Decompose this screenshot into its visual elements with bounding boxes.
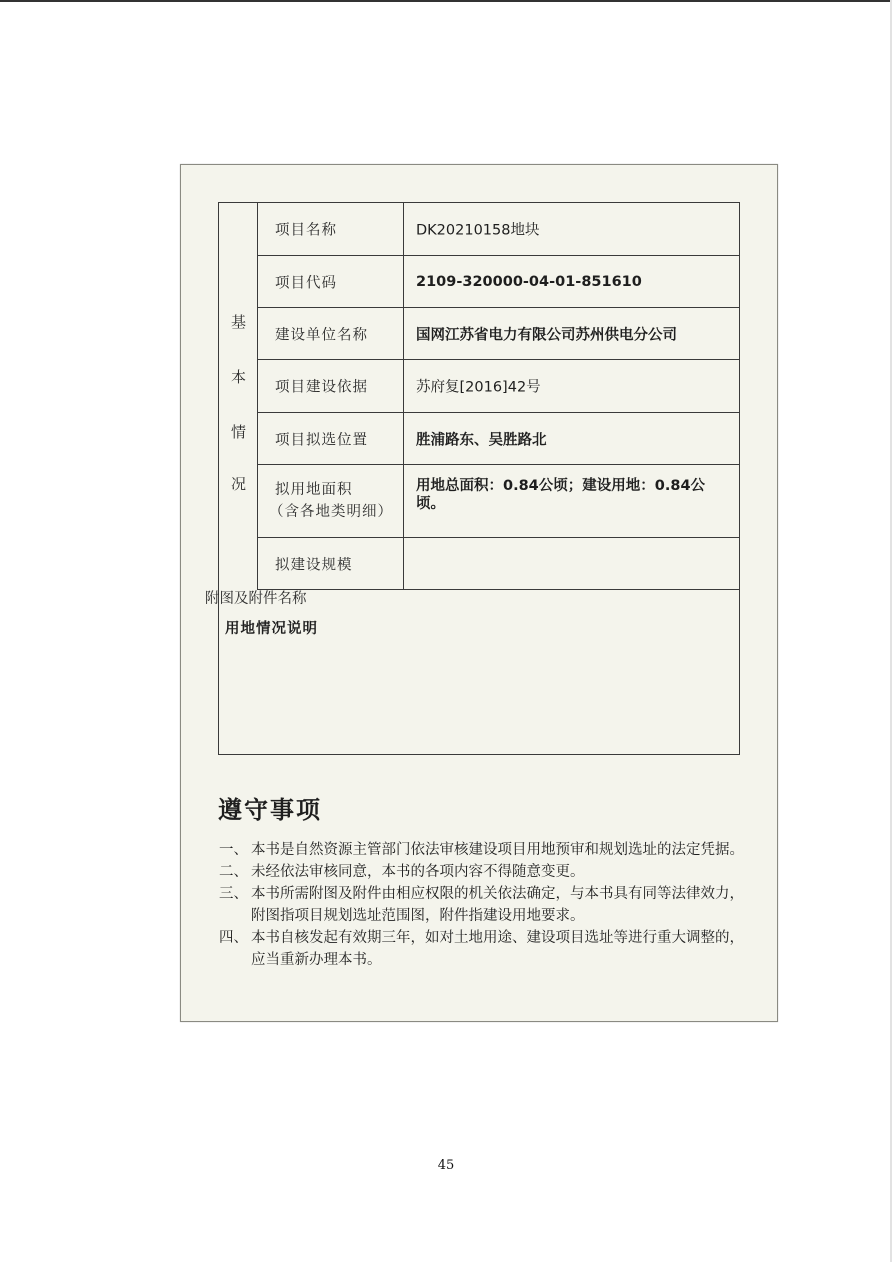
row-label: 拟建设规模 bbox=[258, 538, 404, 589]
row-value: DK20210158地块 bbox=[416, 222, 540, 239]
row-value: 苏府复[2016]42号 bbox=[416, 379, 541, 396]
notice-item bbox=[219, 839, 754, 861]
table-row bbox=[258, 465, 739, 538]
top-rule bbox=[0, 0, 892, 2]
side-char: 情 bbox=[230, 423, 246, 441]
row-value: 2109-320000-04-01-851610 bbox=[416, 273, 642, 290]
row-value: 胜浦路东、吴胜路北 bbox=[416, 432, 547, 448]
row-label-line: 拟用地面积 bbox=[275, 482, 353, 498]
table-row bbox=[258, 256, 739, 308]
basic-info-side-label bbox=[219, 203, 258, 590]
row-label-line: （含各地类明细） bbox=[269, 504, 393, 520]
notice-item bbox=[219, 927, 754, 971]
notice-item bbox=[219, 883, 754, 927]
row-label bbox=[258, 465, 404, 537]
table-row bbox=[258, 203, 739, 256]
table-row bbox=[258, 413, 739, 465]
notice-text: 本书自核发起有效期三年，如对土地用途、建设项目选址等进行重大调整的，应当重新办理本书。 bbox=[251, 930, 744, 968]
row-label: 项目代码 bbox=[258, 256, 404, 307]
notice-text: 本书是自然资源主管部门依法审核建设项目用地预审和规划选址的法定凭据。 bbox=[251, 842, 744, 858]
attachment-item: 用地情况说明 bbox=[225, 621, 318, 637]
notice-number: 四、 bbox=[219, 930, 248, 946]
basic-info-table bbox=[218, 202, 740, 755]
notice-number: 二、 bbox=[219, 864, 248, 880]
side-char: 况 bbox=[230, 475, 246, 493]
notice-item bbox=[219, 861, 754, 883]
row-label: 项目拟选位置 bbox=[258, 413, 404, 464]
row-value bbox=[404, 538, 739, 589]
table-row bbox=[258, 538, 739, 590]
notice-text: 本书所需附图及附件由相应权限的机关依法确定，与本书具有同等法律效力，附图指项目规划选址范围图，附件指建设用地要求。 bbox=[251, 886, 744, 924]
row-value: 用地总面积：0.84公顷；建设用地：0.84公顷。 bbox=[416, 478, 706, 512]
page-number: 45 bbox=[437, 1158, 455, 1173]
row-value: 国网江苏省电力有限公司苏州供电分公司 bbox=[416, 327, 677, 343]
notice-heading: 遵守事项 bbox=[218, 796, 322, 824]
side-char: 基 bbox=[230, 313, 246, 331]
table-row bbox=[258, 360, 739, 413]
row-label: 项目名称 bbox=[258, 203, 404, 255]
row-label: 项目建设依据 bbox=[258, 360, 404, 412]
notice-number: 三、 bbox=[219, 886, 248, 902]
table-row bbox=[258, 308, 739, 360]
notice-text: 未经依法审核同意，本书的各项内容不得随意变更。 bbox=[251, 864, 585, 880]
row-label: 建设单位名称 bbox=[258, 308, 404, 359]
attachments-title: 附图及附件名称 bbox=[205, 591, 307, 607]
notice-list bbox=[219, 839, 754, 971]
certificate-scan bbox=[180, 164, 778, 1022]
side-char: 本 bbox=[230, 368, 246, 386]
notice-number: 一、 bbox=[219, 842, 248, 858]
